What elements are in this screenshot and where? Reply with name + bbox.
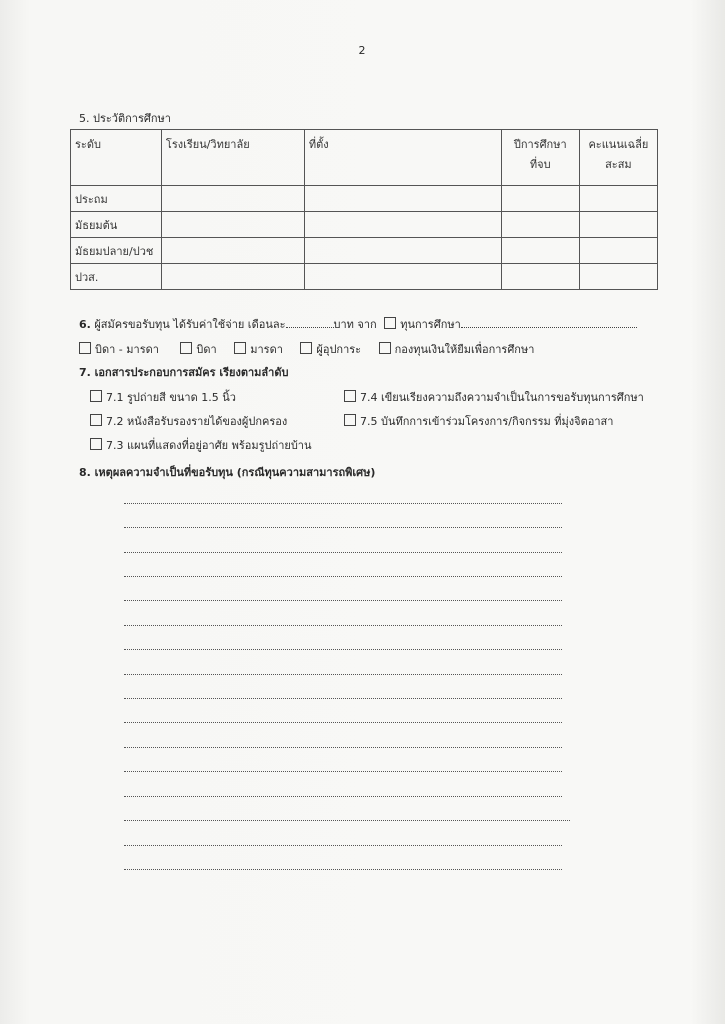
gpa-cell[interactable] xyxy=(579,264,657,290)
location-cell[interactable] xyxy=(304,186,501,212)
doc-item-volunteer-record xyxy=(344,412,613,430)
section6-text: ผู้สมัครขอรับทุน ได้รับค่าใช้จ่าย เดือนละ xyxy=(94,318,286,331)
essay-checkbox[interactable] xyxy=(344,390,356,402)
header-graduation-year: ปีการศึกษา ที่จบ xyxy=(501,130,579,186)
section8-title: 8. เหตุผลความจำเป็นที่ขอรับทุน (กรณีทุนความสามารถพิเศษ) xyxy=(79,466,376,479)
location-cell[interactable] xyxy=(304,212,501,238)
home-map-label: 7.3 แผนที่แสดงที่อยู่อาศัย พร้อมรูปถ่ายบ้าน xyxy=(106,439,312,452)
row-level-primary: ประถม xyxy=(71,186,162,212)
section5-title: 5. ประวัติการศึกษา xyxy=(79,112,171,125)
scholarship-field[interactable] xyxy=(461,318,637,328)
loan-fund-label: กองทุนเงินให้ยืมเพื่อการศึกษา xyxy=(394,343,535,356)
reason-line[interactable] xyxy=(124,625,562,626)
loan-fund-checkbox[interactable] xyxy=(379,342,391,354)
reason-line[interactable] xyxy=(124,722,562,723)
mother-checkbox[interactable] xyxy=(234,342,246,354)
table-row xyxy=(71,212,658,238)
income-certificate-label: 7.2 หนังสือรับรองรายได้ของผู้ปกครอง xyxy=(106,415,288,428)
photo-checkbox[interactable] xyxy=(90,390,102,402)
scholarship-label: ทุนการศึกษา xyxy=(400,318,461,331)
father-checkbox[interactable] xyxy=(180,342,192,354)
reason-line[interactable] xyxy=(124,552,562,553)
reason-line[interactable] xyxy=(124,820,570,821)
reason-line[interactable] xyxy=(124,674,562,675)
table-row xyxy=(71,186,658,212)
doc-item-income-certificate xyxy=(90,412,287,430)
location-cell[interactable] xyxy=(304,264,501,290)
school-cell[interactable] xyxy=(161,264,304,290)
volunteer-record-label: 7.5 บันทึกการเข้าร่วมโครงการ/กิจกรรม ที่มุ่งจิตอาสา xyxy=(360,415,614,428)
volunteer-record-checkbox[interactable] xyxy=(344,414,356,426)
header-gpa: คะแนนเฉลี่ย สะสม xyxy=(579,130,657,186)
education-history-table xyxy=(70,129,658,290)
reason-line[interactable] xyxy=(124,600,562,601)
gpa-cell[interactable] xyxy=(579,212,657,238)
section7-title: 7. เอกสารประกอบการสมัคร เรียงตามลำดับ xyxy=(79,366,289,379)
reason-line[interactable] xyxy=(124,747,562,748)
reason-line[interactable] xyxy=(124,698,562,699)
school-cell[interactable] xyxy=(161,238,304,264)
gpa-cell[interactable] xyxy=(579,238,657,264)
reason-line[interactable] xyxy=(124,527,562,528)
reason-line[interactable] xyxy=(124,576,562,577)
mother-label: มารดา xyxy=(250,343,283,356)
year-cell[interactable] xyxy=(501,186,579,212)
table-row xyxy=(71,238,658,264)
year-cell[interactable] xyxy=(501,238,579,264)
scholarship-checkbox[interactable] xyxy=(384,317,396,329)
parents-label: บิดา - มารดา xyxy=(95,343,159,356)
table-header-row xyxy=(71,130,658,186)
gpa-cell[interactable] xyxy=(579,186,657,212)
section6-line2 xyxy=(79,340,534,358)
income-certificate-checkbox[interactable] xyxy=(90,414,102,426)
section6-number: 6. xyxy=(79,318,91,331)
row-level-high-vocational: ปวส. xyxy=(71,264,162,290)
year-cell[interactable] xyxy=(501,212,579,238)
school-cell[interactable] xyxy=(161,186,304,212)
row-level-upper-secondary: มัธยมปลาย/ปวช xyxy=(71,238,162,264)
header-school: โรงเรียน/วิทยาลัย xyxy=(161,130,304,186)
essay-label: 7.4 เขียนเรียงความถึงความจำเป็นในการขอรับทุนการศึกษา xyxy=(360,391,644,404)
reason-line[interactable] xyxy=(124,503,562,504)
guardian-checkbox[interactable] xyxy=(300,342,312,354)
parents-checkbox[interactable] xyxy=(79,342,91,354)
photo-label: 7.1 รูปถ่ายสี ขนาด 1.5 นิ้ว xyxy=(106,391,236,404)
doc-item-home-map xyxy=(90,436,312,454)
table-row xyxy=(71,264,658,290)
reason-line[interactable] xyxy=(124,869,562,870)
doc-item-photo xyxy=(90,388,236,406)
monthly-amount-field[interactable] xyxy=(286,318,334,328)
row-level-lower-secondary: มัธยมต้น xyxy=(71,212,162,238)
reason-line[interactable] xyxy=(124,796,562,797)
reason-line[interactable] xyxy=(124,649,562,650)
section6-text-from: บาท จาก xyxy=(333,318,377,331)
father-label: บิดา xyxy=(196,343,217,356)
school-cell[interactable] xyxy=(161,212,304,238)
page-number: 2 xyxy=(358,44,366,57)
doc-item-essay xyxy=(344,388,644,406)
year-cell[interactable] xyxy=(501,264,579,290)
header-level: ระดับ xyxy=(71,130,162,186)
header-location: ที่ตั้ง xyxy=(304,130,501,186)
home-map-checkbox[interactable] xyxy=(90,438,102,450)
guardian-label: ผู้อุปการะ xyxy=(316,343,362,356)
location-cell[interactable] xyxy=(304,238,501,264)
reason-line[interactable] xyxy=(124,771,562,772)
section6-line1 xyxy=(79,315,637,333)
reason-line[interactable] xyxy=(124,845,562,846)
